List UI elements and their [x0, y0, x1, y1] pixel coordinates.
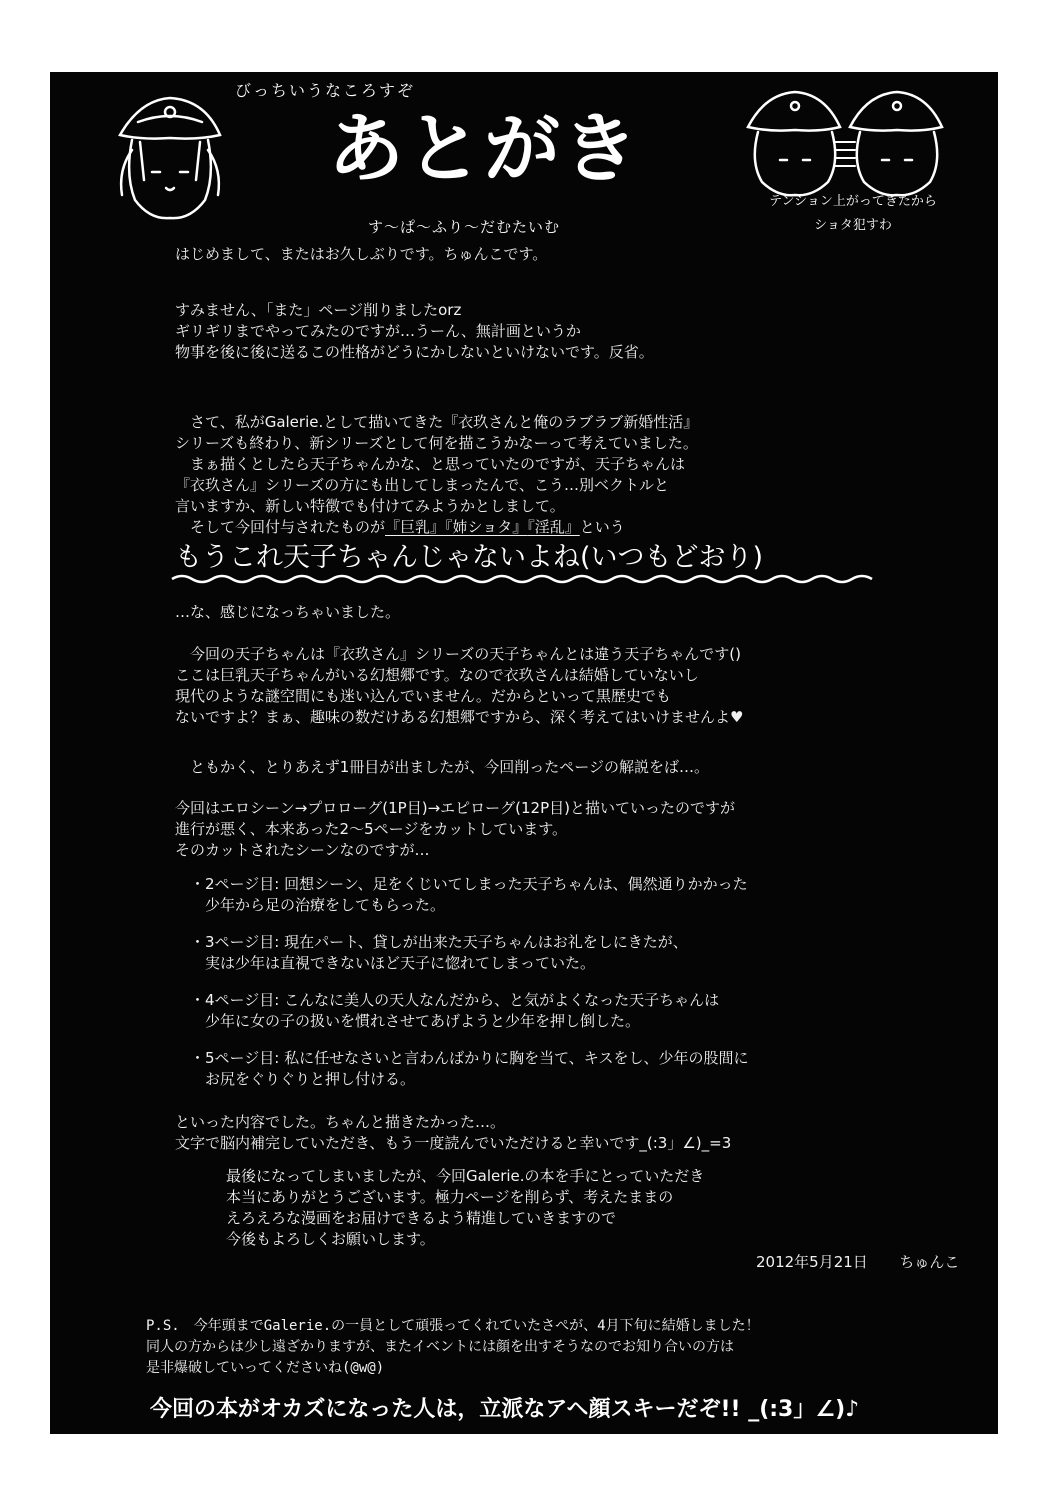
text-line: ないですよ？まぁ、趣味の数だけある幻想郷ですから、深く考えてはいけませんよ♥ [175, 708, 744, 726]
text-line: 少年に女の子の扱いを慣れさせてあげようと少年を押し倒した。 [190, 1012, 641, 1030]
text-line: 今回の天子ちゃんは『衣玖さん』シリーズの天子ちゃんとは違う天子ちゃんです() [175, 645, 741, 663]
afterword-panel [50, 72, 998, 1434]
text-line: 『衣玖さん』シリーズの方にも出してしまったんで、こう…別ベクトルと [175, 476, 669, 494]
ps-paragraph [146, 1316, 760, 1379]
cut-page-item [190, 1048, 748, 1090]
after-headline: …な、感じになっちゃいました。 [175, 603, 401, 621]
story-paragraph [175, 412, 698, 538]
cut-intro: ともかく、とりあえず1冊目が出ましたが、今回削ったページの解説をば…。 [175, 758, 709, 776]
wavy-underline-icon [170, 572, 880, 586]
subtitle: す〜ぱ〜ふり〜だむたいむ [368, 218, 561, 236]
text-line: 言いますか、新しい特徴でも付けてみようかとしまして。 [175, 497, 565, 515]
page-title: あとがき [328, 104, 640, 193]
features-prefix: そして今回付与されたものが [175, 518, 386, 536]
signature [756, 1252, 959, 1273]
text-line: 是非爆破していってくださいね(@w@) [146, 1360, 385, 1376]
text-line: 少年から足の治療をしてもらった。 [190, 896, 446, 914]
text-line: ギリギリまでやってみたのですが…うーん、無計画というか [175, 322, 581, 340]
feature-tag: 『姉ショタ』 [445, 518, 528, 536]
features-line [175, 517, 698, 538]
text-line: さて、私がGalerie.として描いてきた『衣玖さんと俺のラブラブ新婚性活』 [175, 413, 699, 431]
text-line: ・4ページ目: こんなに美人の天人なんだから、と気がよくなった天子ちゃんは [190, 991, 720, 1009]
apology-paragraph [175, 300, 654, 363]
cut-page-item [190, 990, 719, 1032]
text-line: P.S. 今年頭までGalerie.の一員として頑張ってくれていたさぺが、4月下旬に結婚しました！ [146, 1318, 760, 1334]
cut-page-item [190, 932, 688, 974]
cut-outro [175, 1112, 731, 1154]
thanks-paragraph [226, 1166, 704, 1250]
side-caption-line: ショタ犯すわ [814, 218, 892, 233]
chibi-character-left-icon [110, 80, 230, 230]
text-line: ・2ページ目: 回想シーン、足をくじいてしまった天子ちゃんは、偶然通りかかった [190, 875, 748, 893]
text-line: すみません、「また」ページ削りましたorz [175, 301, 462, 319]
text-line: まぁ描くとしたら天子ちゃんかな、と思っていたのですが、天子ちゃんは [175, 455, 686, 473]
side-caption [758, 190, 948, 238]
greeting: はじめまして、またはお久しぶりです。ちゅんこです。 [175, 245, 548, 263]
text-line: といった内容でした。ちゃんと描きたかった…。 [175, 1113, 506, 1131]
signature-date: 2012年5月21日 [756, 1253, 868, 1271]
feature-tag: 『淫乱』 [527, 518, 580, 536]
cut-page-item [190, 874, 748, 916]
headline: もうこれ天子ちゃんじゃないよね(いつもどおり) [175, 542, 764, 573]
text-line: 文字で脳内補完していただき、もう一度読んでいただけると幸いです_(:3」∠)_=3 [175, 1134, 732, 1152]
text-line: ここは巨乳天子ちゃんがいる幻想郷です。なので衣玖さんは結婚していないし [175, 666, 699, 684]
text-line: ・3ページ目: 現在パート、貸しが出来た天子ちゃんはお礼をしにきたが、 [190, 933, 688, 951]
text-line: 最後になってしまいましたが、今回Galerie.の本を手にとっていただき [226, 1167, 705, 1185]
text-line: 本当にありがとうございます。極力ページを削らず、考えたままの [226, 1188, 674, 1206]
text-line: 今回はエロシーン→プロローグ(1P目)→エピローグ(12P目)と描いていったのですが [175, 799, 735, 817]
text-line: 同人の方からは少し遠ざかりますが、またイベントには顔を出すそうなのでお知り合いの方は [146, 1339, 734, 1355]
text-line: 現代のような謎空間にも迷い込んでいません。だからといって黒歴史でも [175, 687, 671, 705]
cut-process [175, 798, 735, 861]
text-line: ・5ページ目: 私に任せなさいと言わんばかりに胸を当て、キスをし、少年の股間に [190, 1049, 749, 1067]
text-line: シリーズも終わり、新シリーズとして何を描こうかなーって考えていました。 [175, 434, 698, 452]
chibi-characters-right-icon [740, 82, 950, 202]
text-line: 実は少年は直視できないほど天子に惚れてしまっていた。 [190, 954, 596, 972]
top-caption: びっちいうなころすぞ [235, 81, 416, 100]
text-line: 進行が悪く、本来あった2〜5ページをカットしています。 [175, 820, 567, 838]
text-line: そのカットされたシーンなのですが… [175, 841, 430, 859]
feature-tag: 『巨乳』 [385, 518, 446, 536]
world-paragraph [175, 644, 743, 728]
text-line: 物事を後に後に送るこの性格がどうにかしないといけないです。反省。 [175, 343, 654, 361]
signature-author: ちゅんこ [899, 1253, 960, 1271]
footer-handwritten-note: 今回の本がオカズになった人は，立派なアヘ顔スキーだぞ!! _(:3」∠)♪ [150, 1397, 860, 1422]
text-line: 今後もよろしくお願いします。 [226, 1230, 435, 1248]
side-caption-line: テンション上がってきたから [769, 194, 937, 209]
features-suffix: という [579, 518, 625, 536]
text-line: お尻をぐりぐりと押し付ける。 [190, 1070, 416, 1088]
text-line: えろえろな漫画をお届けできるよう精進していきますので [226, 1209, 617, 1227]
